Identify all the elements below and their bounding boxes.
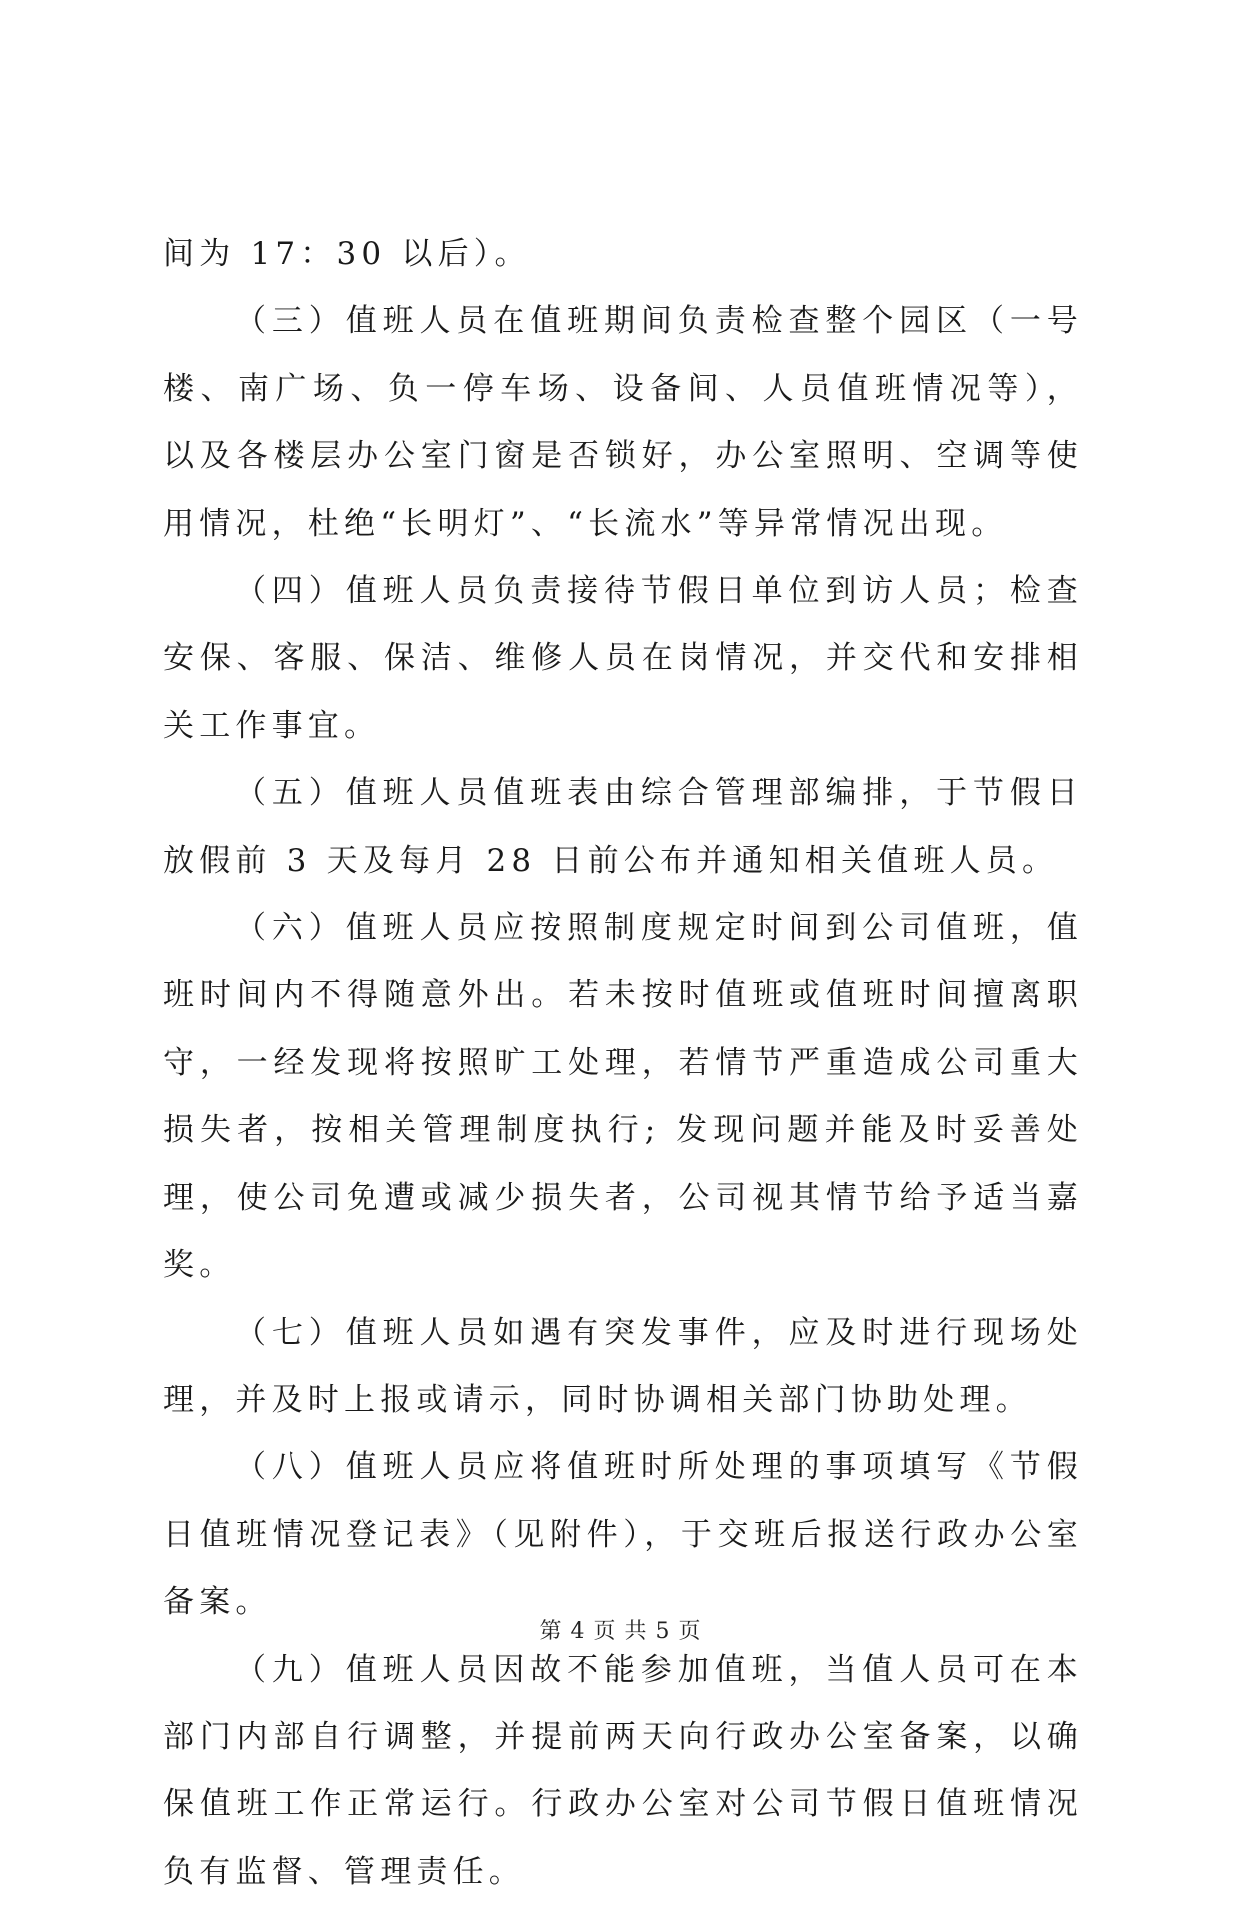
paragraph-item-3: （三）值班人员在值班期间负责检查整个园区（一号楼、南广场、负一停车场、设备间、人员值班情况等），以及各楼层办公室门窗是否锁好，办公室照明、空调等使用情况，杜绝“长明灯”、“长流水”等异常情况出现。 [163,303,1083,542]
paragraph-item-7: （七）值班人员如遇有突发事件，应及时进行现场处理，并及时上报或请示，同时协调相关部门协助处理。 [163,1314,1083,1418]
paragraph-item-8: （八）值班人员应将值班时所处理的事项填写《节假日值班情况登记表》（见附件），于交班后报送行政办公室备案。 [163,1449,1083,1621]
paragraph-continuation: 间为 17：30 以后）。 [163,236,531,272]
paragraph-item-6: （六）值班人员应按照制度规定时间到公司值班，值班时间内不得随意外出。若未按时值班或值班时间擅离职守，一经发现将按照旷工处理，若情节严重造成公司重大损失者，按相关管理制度执行; 发现问题并能及时妥善处理，使公司免遭或减少损失者，公司视其情节给予适当嘉奖。 [163,910,1083,1284]
paragraph-item-5: （五）值班人员值班表由综合管理部编排，于节假日放假前 3 天及每月 28 日前公布并通知相关值班人员。 [163,775,1083,879]
document-body [163,221,1083,1906]
page-number-footer: 第 4 页 共 5 页 [539,1619,702,1644]
paragraph-item-9: （九）值班人员因故不能参加值班，当值人员可在本部门内部自行调整，并提前两天向行政办公室备案，以确保值班工作正常运行。行政办公室对公司节假日值班情况负有监督、管理责任。 [163,1651,1083,1890]
paragraph-item-4: （四）值班人员负责接待节假日单位到访人员；检查安保、客服、保洁、维修人员在岗情况，并交代和安排相关工作事宜。 [163,573,1083,744]
